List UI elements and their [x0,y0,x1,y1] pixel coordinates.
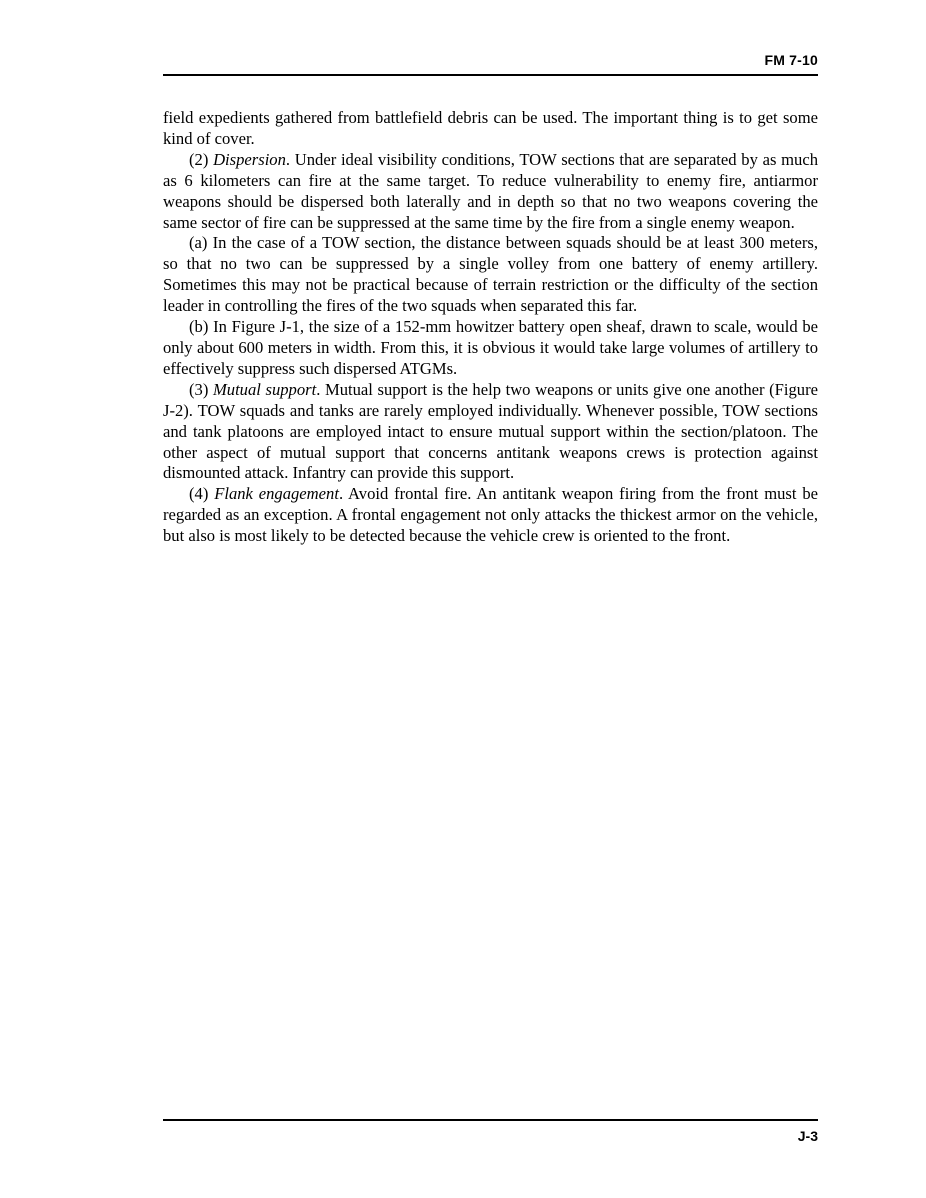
header-doc-id: FM 7-10 [764,52,818,68]
paragraph-figure-j1: (b) In Figure J-1, the size of a 152-mm howitzer battery open sheaf, drawn to scale, would be only about 600 meters in width. From this, it is obvious it would take large volumes of artillery to effectively suppress such dispersed ATGMs. [163,317,818,378]
paragraph-title: Dispersion [213,149,286,169]
paragraph-number: (2) [189,149,214,169]
paragraph-title: Flank engagement [214,484,339,504]
paragraph-dispersion [163,150,818,234]
paragraph-number: (4) [189,484,215,504]
paragraph-flank-engagement [163,484,818,547]
paragraph-continuation: field expedients gathered from battlefield debris can be used. The important thing is to get some kind of cover. [163,108,818,148]
header-divider [163,74,818,76]
paragraph-number: (3) [189,379,213,399]
paragraph-title: Mutual support [212,379,317,399]
paragraph-mutual-support [163,380,818,485]
paragraph-text: . Avoid frontal fire. An antitank weapon firing from the front must be regarded as an exception. A frontal engagement not only attacks the thickest armor on the vehicle, but also is most likely to be detected because the vehicle crew is oriented to the front. [163,484,818,546]
paragraph-tow-section: (a) In the case of a TOW section, the distance between squads should be at least 300 meters, so that no two can be suppressed by a single volley from one battery of enemy artillery. Sometimes this may not be practical because of terrain restriction or the difficulty of the section leader in controlling the fires of the two squads when separated this far. [163,233,818,316]
page-number: J-3 [797,1128,818,1144]
body-text [163,108,818,547]
footer-divider [163,1119,818,1121]
paragraph-text: . Under ideal visibility conditions, TOW sections that are separated by as much as 6 kilometers can fire at the same target. To reduce vulnerability to enemy fire, antiarmor weapons should be dispersed both laterally and in depth so that no two weapons covering the same sector of fire can be suppressed at the same time by the fire from a single enemy weapon. [163,149,818,232]
paragraph-text: . Mutual support is the help two weapons or units give one another (Figure J-2). TOW squads and tanks are rarely employed individually. Whenever possible, TOW sections and tank platoons are employed intact to ensure mutual support within the section/platoon. The other aspect of mutual support that concerns antitank weapons crews is protection against dismounted attack. Infantry can provide this support. [163,379,818,483]
